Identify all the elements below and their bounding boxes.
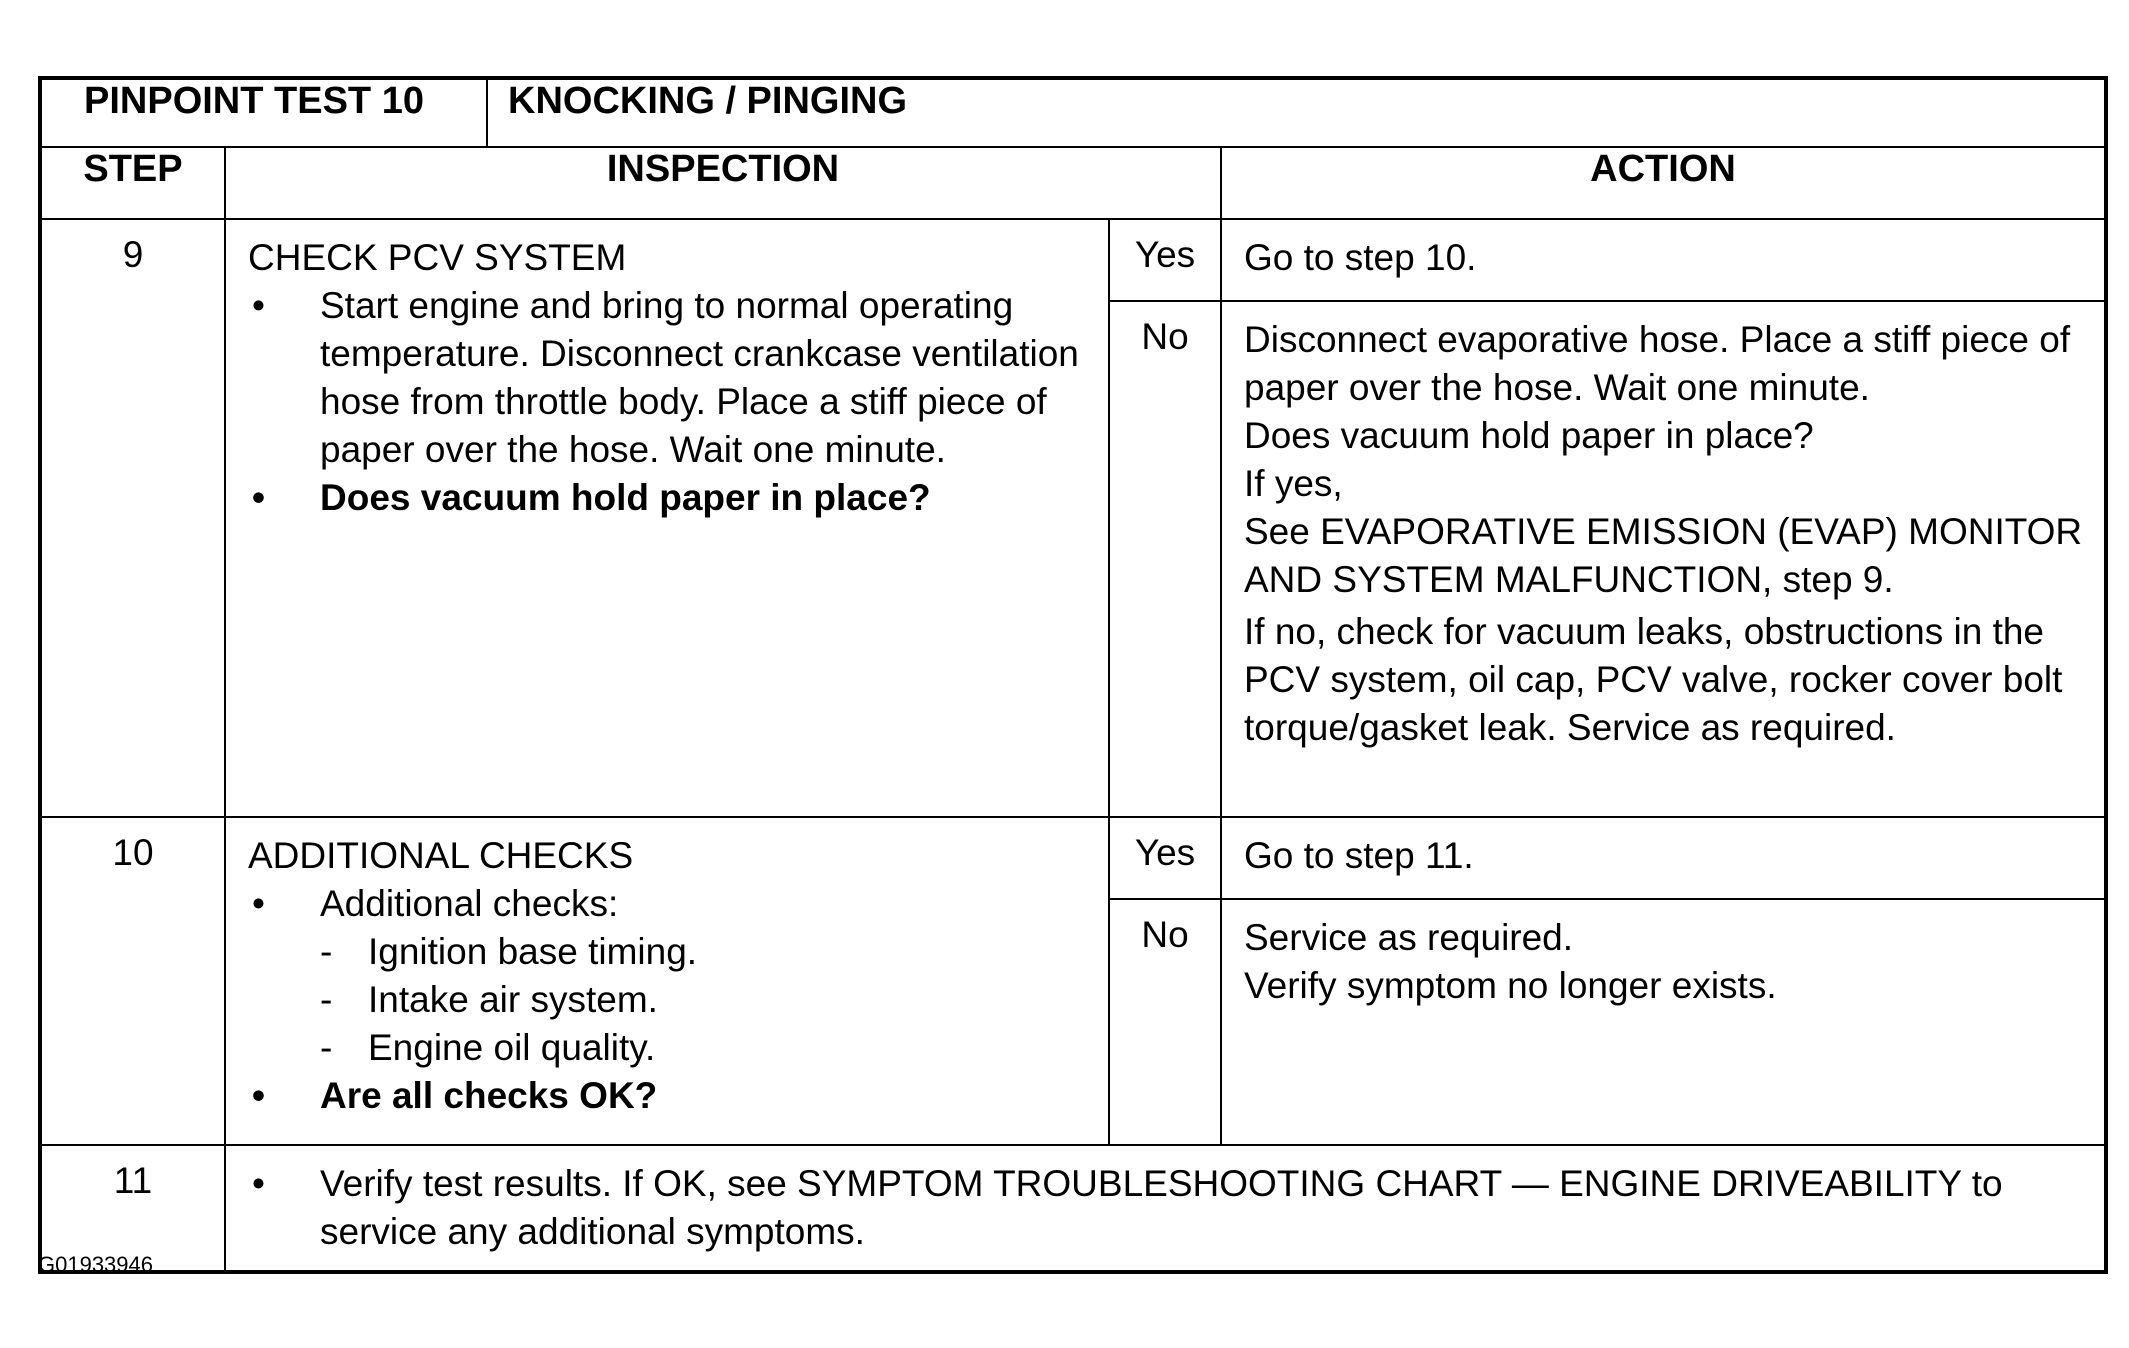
no-action-line: If no, check for vacuum leaks, obstructions in the PCV system, oil cap, PCV valve, rocker cover bolt torque/gasket leak. Service as required.	[1244, 611, 2063, 748]
pinpoint-test-sheet	[38, 76, 2104, 1252]
instruction-bullet	[248, 1160, 2084, 1256]
inspection-bullet	[248, 282, 1088, 474]
no-action-line: Verify symptom no longer exists.	[1244, 965, 1777, 1006]
no-label: No	[1109, 301, 1221, 817]
step-number: 11	[40, 1145, 225, 1272]
yes-action	[1221, 817, 2106, 899]
step-number: 10	[40, 817, 225, 1145]
test-title: KNOCKING / PINGING	[487, 78, 2106, 147]
column-header-row	[40, 147, 2106, 219]
inspection-bullet	[248, 880, 1088, 928]
bullet-icon: •	[252, 285, 265, 326]
no-label: No	[1109, 899, 1221, 1145]
no-action	[1221, 899, 2106, 1145]
yes-action-text: Go to step 10.	[1244, 237, 1477, 278]
yes-action	[1221, 219, 2106, 301]
test-header-row	[40, 78, 2106, 147]
yes-label: Yes	[1109, 219, 1221, 301]
inspection-question	[248, 1072, 1088, 1120]
inspection-question-text: Are all checks OK?	[320, 1075, 658, 1116]
inspection-title: CHECK PCV SYSTEM	[248, 237, 627, 278]
no-action-line: Disconnect evaporative hose. Place a stiff piece of paper over the hose. Wait one minute.	[1244, 319, 2071, 408]
sub-item	[248, 976, 1088, 1024]
inspection-bullet-text: Start engine and bring to normal operating temperature. Disconnect crankcase ventilation hose from throttle body. Place a stiff piece of paper over the hose. Wait one minute.	[320, 285, 1079, 470]
step-9-yes-row	[40, 219, 2106, 301]
step-11-row	[40, 1145, 2106, 1272]
step-10-yes-row	[40, 817, 2106, 899]
bullet-icon: •	[252, 477, 265, 518]
sub-item-text: Engine oil quality.	[368, 1027, 656, 1068]
step-10-inspection	[225, 817, 1109, 1145]
yes-action-text: Go to step 11.	[1244, 835, 1474, 876]
inspection-question-text: Does vacuum hold paper in place?	[320, 477, 931, 518]
no-action-line: Service as required.	[1244, 917, 1574, 958]
instruction-text: Verify test results. If OK, see SYMPTOM TROUBLESHOOTING CHART — ENGINE DRIVEABILITY to service any additional symptoms.	[320, 1163, 2003, 1252]
bullet-icon: •	[252, 1075, 265, 1116]
figure-code: G01933946	[38, 1252, 153, 1277]
bullet-icon: •	[252, 883, 265, 924]
dash-icon: -	[320, 979, 333, 1020]
inspection-question	[248, 474, 1088, 522]
no-action-line: Does vacuum hold paper in place?	[1244, 415, 1814, 456]
no-action-line: See EVAPORATIVE EMISSION (EVAP) MONITOR AND SYSTEM MALFUNCTION, step 9.	[1244, 511, 2083, 600]
no-action-line: If yes,	[1244, 463, 1343, 504]
step-11-instruction	[225, 1145, 2106, 1272]
sub-item-text: Intake air system.	[368, 979, 658, 1020]
no-action	[1221, 301, 2106, 817]
test-label: PINPOINT TEST 10	[40, 78, 487, 147]
inspection-title: ADDITIONAL CHECKS	[248, 835, 634, 876]
sub-item	[248, 928, 1088, 976]
pinpoint-test-table	[38, 76, 2108, 1274]
yes-label: Yes	[1109, 817, 1221, 899]
step-9-inspection	[225, 219, 1109, 817]
action-column-header: ACTION	[1221, 147, 2106, 219]
sub-item-text: Ignition base timing.	[368, 931, 698, 972]
sub-item	[248, 1024, 1088, 1072]
inspection-column-header: INSPECTION	[225, 147, 1221, 219]
dash-icon: -	[320, 1027, 333, 1068]
bullet-icon: •	[252, 1163, 265, 1204]
step-number: 9	[40, 219, 225, 817]
dash-icon: -	[320, 931, 333, 972]
step-column-header: STEP	[40, 147, 225, 219]
inspection-bullet-text: Additional checks:	[320, 883, 619, 924]
